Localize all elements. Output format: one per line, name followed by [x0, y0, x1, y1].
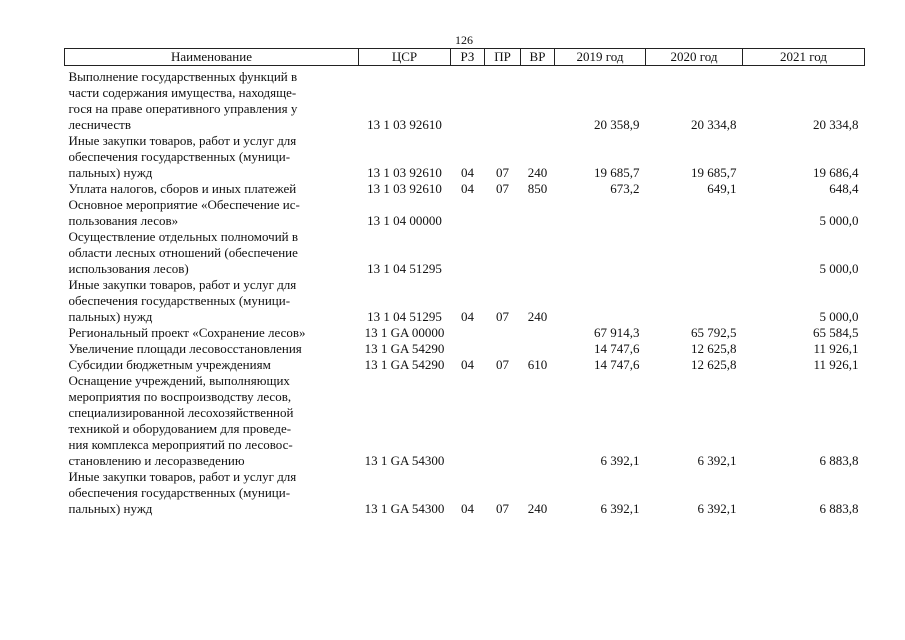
cell-vr	[521, 66, 555, 134]
cell-name-line: обеспечения государственных (муници-	[68, 485, 291, 500]
cell-pr	[485, 341, 521, 357]
cell-rz	[451, 341, 485, 357]
cell-2021: 6 883,8	[819, 501, 859, 516]
table-header-row	[65, 49, 865, 66]
cell-pr	[485, 325, 521, 341]
cell-name-line: гося на праве оперативного управления у	[68, 101, 298, 116]
table-row	[65, 373, 865, 469]
cell-vr	[521, 229, 555, 277]
cell-name-line: обеспечения государственных (муници-	[68, 293, 291, 308]
cell-name	[65, 357, 359, 373]
cell-pr: 07	[496, 165, 509, 180]
cell-2021: 65 584,5	[813, 325, 859, 340]
cell-name-line: Основное мероприятие «Обеспечение ис-	[68, 197, 300, 212]
cell-csr: 13 1 04 51295	[367, 261, 442, 276]
cell-name-line: пальных) нужд	[68, 309, 153, 324]
cell-rz: 04	[461, 165, 474, 180]
cell-rz	[451, 229, 485, 277]
cell-csr: 13 1 GA 54290	[364, 341, 445, 356]
table-row	[65, 66, 865, 134]
cell-vr	[521, 197, 555, 229]
cell-vr: 240	[527, 501, 548, 516]
cell-name	[65, 325, 359, 341]
cell-2021: 20 334,8	[813, 117, 859, 132]
cell-csr: 13 1 GA 54290	[364, 357, 445, 372]
cell-vr	[521, 341, 555, 357]
cell-name-line: мероприятия по воспроизводству лесов,	[68, 389, 292, 404]
cell-2019: 673,2	[610, 181, 640, 196]
cell-name-line: пальных) нужд	[68, 165, 153, 180]
cell-name-line: Региональный проект «Сохранение лесов»	[68, 325, 306, 340]
cell-vr	[521, 373, 555, 469]
cell-name	[65, 373, 359, 469]
cell-csr: 13 1 GA 54300	[364, 453, 445, 468]
header-vr: ВР	[521, 49, 555, 66]
cell-2021: 19 686,4	[813, 165, 859, 180]
cell-vr: 850	[527, 181, 548, 196]
cell-name-line: обеспечения государственных (муници-	[68, 149, 291, 164]
cell-name	[65, 229, 359, 277]
header-2020: 2020 год	[646, 49, 743, 66]
cell-name-line: части содержания имущества, находяще-	[68, 85, 297, 100]
cell-rz: 04	[461, 501, 474, 516]
cell-name-line: пользования лесов»	[68, 213, 179, 228]
table-body	[65, 66, 865, 518]
cell-2021: 5 000,0	[819, 309, 859, 324]
cell-csr: 13 1 04 00000	[367, 213, 442, 228]
cell-name	[65, 66, 359, 134]
cell-csr: 13 1 GA 00000	[364, 325, 445, 340]
cell-rz	[451, 325, 485, 341]
cell-2019	[555, 277, 646, 325]
cell-2020: 65 792,5	[691, 325, 737, 340]
cell-name-line: области лесных отношений (обеспечение	[68, 245, 298, 260]
table-row	[65, 197, 865, 229]
cell-csr: 13 1 03 92610	[367, 165, 442, 180]
cell-rz	[451, 373, 485, 469]
cell-name-line: использования лесов)	[68, 261, 189, 276]
cell-2020	[646, 197, 743, 229]
cell-name-line: пальных) нужд	[68, 501, 153, 516]
table-row	[65, 181, 865, 197]
table-row	[65, 341, 865, 357]
cell-rz: 04	[461, 357, 474, 372]
cell-name-line: Уплата налогов, сборов и иных платежей	[68, 181, 297, 196]
budget-table	[64, 48, 865, 517]
cell-pr	[485, 229, 521, 277]
table-row	[65, 277, 865, 325]
cell-name-line: Оснащение учреждений, выполняющих	[68, 373, 290, 388]
cell-pr: 07	[496, 357, 509, 372]
cell-name-line: Иные закупки товаров, работ и услуг для	[68, 277, 297, 292]
cell-2019: 67 914,3	[594, 325, 640, 340]
cell-name-line: техникой и оборудованием для проведе-	[68, 421, 292, 436]
cell-2019	[555, 197, 646, 229]
cell-2020: 6 392,1	[697, 501, 737, 516]
table-row	[65, 325, 865, 341]
cell-2020: 6 392,1	[697, 453, 737, 468]
cell-vr	[521, 325, 555, 341]
cell-2021: 11 926,1	[813, 341, 859, 356]
cell-2021: 5 000,0	[819, 261, 859, 276]
cell-name	[65, 277, 359, 325]
cell-2019: 14 747,6	[594, 357, 640, 372]
cell-name-line: лесничеств	[68, 117, 131, 132]
cell-rz: 04	[461, 309, 474, 324]
cell-name-line: Увеличение площади лесовосстановления	[68, 341, 302, 356]
cell-pr: 07	[496, 309, 509, 324]
cell-2020: 649,1	[707, 181, 737, 196]
table-row	[65, 229, 865, 277]
cell-csr: 13 1 04 51295	[367, 309, 442, 324]
cell-name-line: специализированной лесохозяйственной	[68, 405, 294, 420]
header-2021: 2021 год	[743, 49, 865, 66]
cell-pr	[485, 373, 521, 469]
cell-name	[65, 341, 359, 357]
cell-2020: 12 625,8	[691, 357, 737, 372]
cell-name-line: Иные закупки товаров, работ и услуг для	[68, 133, 297, 148]
cell-2020: 19 685,7	[691, 165, 737, 180]
header-csr: ЦСР	[359, 49, 451, 66]
cell-2019: 20 358,9	[594, 117, 640, 132]
table-row	[65, 357, 865, 373]
cell-2021: 6 883,8	[819, 453, 859, 468]
cell-name	[65, 181, 359, 197]
cell-vr: 610	[527, 357, 548, 372]
cell-name-line: становлению и лесоразведению	[68, 453, 245, 468]
cell-2020	[646, 277, 743, 325]
cell-2019: 19 685,7	[594, 165, 640, 180]
cell-pr	[485, 197, 521, 229]
cell-2019: 6 392,1	[600, 501, 640, 516]
cell-name	[65, 133, 359, 181]
cell-vr: 240	[527, 165, 548, 180]
header-2019: 2019 год	[555, 49, 646, 66]
header-pr: ПР	[485, 49, 521, 66]
cell-name-line: Иные закупки товаров, работ и услуг для	[68, 469, 297, 484]
cell-csr: 13 1 03 92610	[367, 117, 442, 132]
cell-2020: 12 625,8	[691, 341, 737, 356]
cell-rz: 04	[461, 181, 474, 196]
cell-pr: 07	[496, 501, 509, 516]
cell-name-line: ния комплекса мероприятий по лесовос-	[68, 437, 293, 452]
cell-2021: 648,4	[829, 181, 859, 196]
cell-name	[65, 197, 359, 229]
cell-pr: 07	[496, 181, 509, 196]
table-row	[65, 469, 865, 517]
cell-csr: 13 1 03 92610	[367, 181, 442, 196]
cell-name-line: Субсидии бюджетным учреждениям	[68, 357, 271, 372]
header-rz: РЗ	[451, 49, 485, 66]
header-name: Наименование	[65, 49, 359, 66]
cell-rz	[451, 197, 485, 229]
cell-2021: 11 926,1	[813, 357, 859, 372]
cell-2020: 20 334,8	[691, 117, 737, 132]
cell-2019: 14 747,6	[594, 341, 640, 356]
page-number: 126	[455, 33, 473, 47]
cell-name-line: Осуществление отдельных полномочий в	[68, 229, 298, 244]
cell-name	[65, 469, 359, 517]
cell-2020	[646, 229, 743, 277]
cell-2019	[555, 229, 646, 277]
cell-csr: 13 1 GA 54300	[364, 501, 445, 516]
cell-rz	[451, 66, 485, 134]
cell-vr: 240	[527, 309, 548, 324]
table-row	[65, 133, 865, 181]
cell-2021: 5 000,0	[819, 213, 859, 228]
cell-name-line: Выполнение государственных функций в	[68, 69, 298, 84]
cell-pr	[485, 66, 521, 134]
cell-2019: 6 392,1	[600, 453, 640, 468]
